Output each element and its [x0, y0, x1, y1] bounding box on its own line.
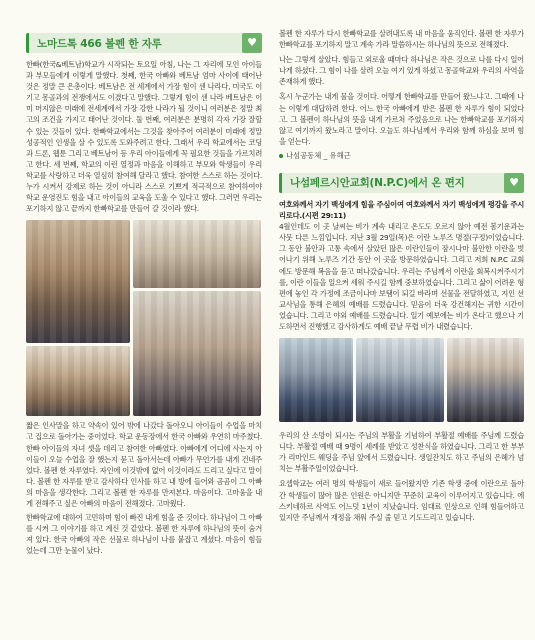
- article-paragraph: 한빠(한국&베트남)학교가 시작되는 토요일 아침, 나는 그 자리에 모인 아이들과 부모들에게 이렇게 말했다. 첫째, 한국 아빠와 베트남 엄마 사이에 태어난 것은 정말 큰 은총이다. 베트남은 전 세계에서 가장 힘이 센 나라다, 미국도 이기고 몽골과의 전쟁에서도 이겼다고 말했다. 그렇게 힘이 센 나라 베트남은 이미 머지않은 미래에 전세계에서 가장 강한 나라가 될 것이니 여러분은 정말 최고의 조건을 가지고 태어난 것이다. 둘 번째, 여러분은 분명히 각자 가장 잘할 수 있는 것들이 있다. 한빠학교에서는 그것을 찾아주어 여러분이 미래에 정말 성공적인 인생을 살 수 있도록 도와주려고 한다. 그래서 우리 학교에서는 코딩과 드론, 웹툰 그리고 베트남어 등 우리 아이들에게 꼭 필요한 것들을 가르치려고 한다. 세 번째, 학교의 이런 열정과 마음을 이해하고 부모와 학생들이 우리 학교를 사랑하고 더욱 열심히 참여해 달라고 했다. 참여한 스스로 하는 것이다. 누가 시켜서 강제로 하는 것이 아니라 스스로 기쁘게 적극적으로 참여하여야 학교 운영진도 힘을 내고 아이들의 교육을 도울 수 있다고 했다. 그러면 우리는 포기하지 않고 끝까지 한빠학교를 만들어 갈 것이라 했다.: [26, 60, 262, 214]
- article-paragraph: 나는 그렇게 살았다. 힘들고 외로울 때마다 하나님은 작은 것으로 나를 다시 일어나게 하셨다. 그 힘이 나를 살려 오늘 여기 있게 하셨고 몽골학교와 우리의 사역을 존재하게 했다.: [279, 55, 524, 87]
- author-signature: [279, 151, 524, 161]
- photo-church-gathering: [356, 338, 444, 422]
- scripture-intro: 여호와께서 자기 백성에게 힘을 주심이여 여호와께서 자기 백성에게 평강을 주시리로다.(시편 29:11): [279, 199, 524, 221]
- right-column: [279, 28, 524, 523]
- photo-computer-class: [133, 291, 261, 416]
- column-header-nomad-talk: [26, 33, 262, 53]
- column-title: 나섬페르시안교회(N.P.C)에서 온 편지: [290, 177, 465, 190]
- article-paragraph: 볼펜 한 자루가 다시 한빠학교를 살려내도록 내 마음을 움직인다. 볼펜 한 자루가 한빠학교를 포기하지 말고 계속 가라 말씀하시는 하나님의 뜻으로 전해졌다.: [279, 29, 524, 50]
- article-paragraph: 짧은 인사말을 하고 약속이 있어 밖에 나갔다 돌아오니 아이들이 수업을 마치고 집으로 돌아가는 중이었다. 학교 운동장에서 한국 아빠와 우연히 마주쳤다. 한빠 아이들의 자녀 셋을 데리고 참여한 아빠였다. 아빠에게 어디에 사는지 아이들이 오늘 수업을 잘 했는지 묻고 돌아서는데 아빠가 무언가를 내게 건네주었다. 볼펜 한 자루였다. 자인에 이것밖에 없어 이것이라도 드리고 싶다고 말이다. 볼펜 한 자루를 받고 감사하다 인사를 하고 내 방에 들어와 곰곰이 그 아빠의 마음을 생각한다. 그리고 볼펜 한 자루를 만져본다. 마음이다. 고마움을 내게 전해주고 싶은 아빠의 마음이 전해졌다. 고마웠다.: [26, 421, 262, 508]
- article-paragraph: 요셉학교는 여러 명의 학생들이 새로 들어왔지만 기존 학생 중에 이란으로 돌아간 학생들이 많아 많은 인원은 아니지만 꾸준히 교육이 이루어지고 있습니다. 에스키네하르 사역도 어느덧 1년이 지났습니다. 임대료 인상으로 인해 힘들어하고 있지만 주님께서 재정을 채워 주실 줄 믿고 기도드리고 있습니다.: [279, 479, 524, 522]
- left-column: [26, 33, 262, 556]
- photo-meal-table: [26, 346, 130, 416]
- column-title: 노마드톡 466 볼펜 한 자루: [37, 37, 162, 50]
- column-header-npc-letter: [279, 173, 524, 193]
- heart-icon: ♥: [504, 173, 524, 193]
- photo-classroom-children: [133, 220, 261, 288]
- article-paragraph: 혹시 누군가는 내게 물을 것이다. 어떻게 한빠학교를 만들어 왔느냐고. 그때에 나는 이렇게 대답하려 한다. 어느 한국 아빠에게 받은 볼펜 한 자루가 힘이 되었다고. 그 볼펜이 하나님의 뜻을 내게 가르쳐 주었음으로 나는 한빠학교를 포기하지 않고 여기까지 왔노라고 말이다. 오늘도 하나님께서 우리와 함께 하심을 보며 힘을 얻는다.: [279, 92, 524, 146]
- photo-strip: [279, 338, 524, 422]
- article-paragraph: 4월인데도 이 곳 날씨는 비가 계속 내리고 온도도 오르지 않아 예전 봄기운과는 사뭇 다른 느낌입니다. 지난 3월 29일(목)은 이란 노루즈 명절(구정)이었습니다. 그 동안 불안과 고통 속에서 살았던 많은 이란인들이 잠시나마 불안한 이란을 벗어나기 위해 노루즈 기간 동안 이 곳을 방문하였습니다. 그리고 저희 N.P.C 교회에도 방문해 복음을 듣고 떠나갔습니다. 우리는 주님께서 이란을 회복시켜주시기를, 이란 이들을 일으켜 세워 주시길 함께 중보하였습니다. 그리고 삶이 어려운 형편에 놓인 각 가정에 조금이나마 보탬이 되길 바라며 선물을 전달하였고, 지인 선교사님을 통해 은혜의 예배를 드렸습니다. 믿음이 더욱 강건해지는 귀한 시간이었습니다. 그리고 야외 예배를 드렸습니다. 일기 예보에는 비가 온다고 했으나 기도하면서 진행했고 감사하게도 예배 끝날 무렵 비가 내렸습니다.: [279, 222, 524, 331]
- heart-icon: ♥: [242, 33, 262, 53]
- article-paragraph: 한빠학교에 대하여 고민하며 힘이 빠진 내게 힘을 준 것이다. 하나님이 그 아빠를 시켜 그 이야기를 하고 계신 것 같았다. 볼펜 한 자루에 하나님의 뜻이 숨겨져 있다. 한국 아빠의 작은 선물로 하나님이 나를 붙잡고 계셨다. 마음이 힘들었는데 그만 눈물이 났다.: [26, 513, 262, 556]
- photo-easter-service: [447, 338, 524, 422]
- photo-students-group: [26, 220, 130, 343]
- photo-collage: [26, 220, 262, 416]
- photo-outdoor-worship: [279, 338, 353, 422]
- bullet-dot-icon: [279, 154, 283, 158]
- article-paragraph: 우리의 산 소망이 되시는 주님의 부활을 기념하여 부활절 예배를 주님께 드렸습니다. 부활절 예배 때 9명이 세례를 받았고 성찬식을 하였습니다. 그리고 한 부부가 리마인드 웨딩을 주님 앞에서 드렸습니다. 생일잔치도 하고 주님의 은혜가 넘치는 부활주일이었습니다.: [279, 431, 524, 474]
- signature-text: 나섬공동체 _ 유해근: [286, 150, 351, 160]
